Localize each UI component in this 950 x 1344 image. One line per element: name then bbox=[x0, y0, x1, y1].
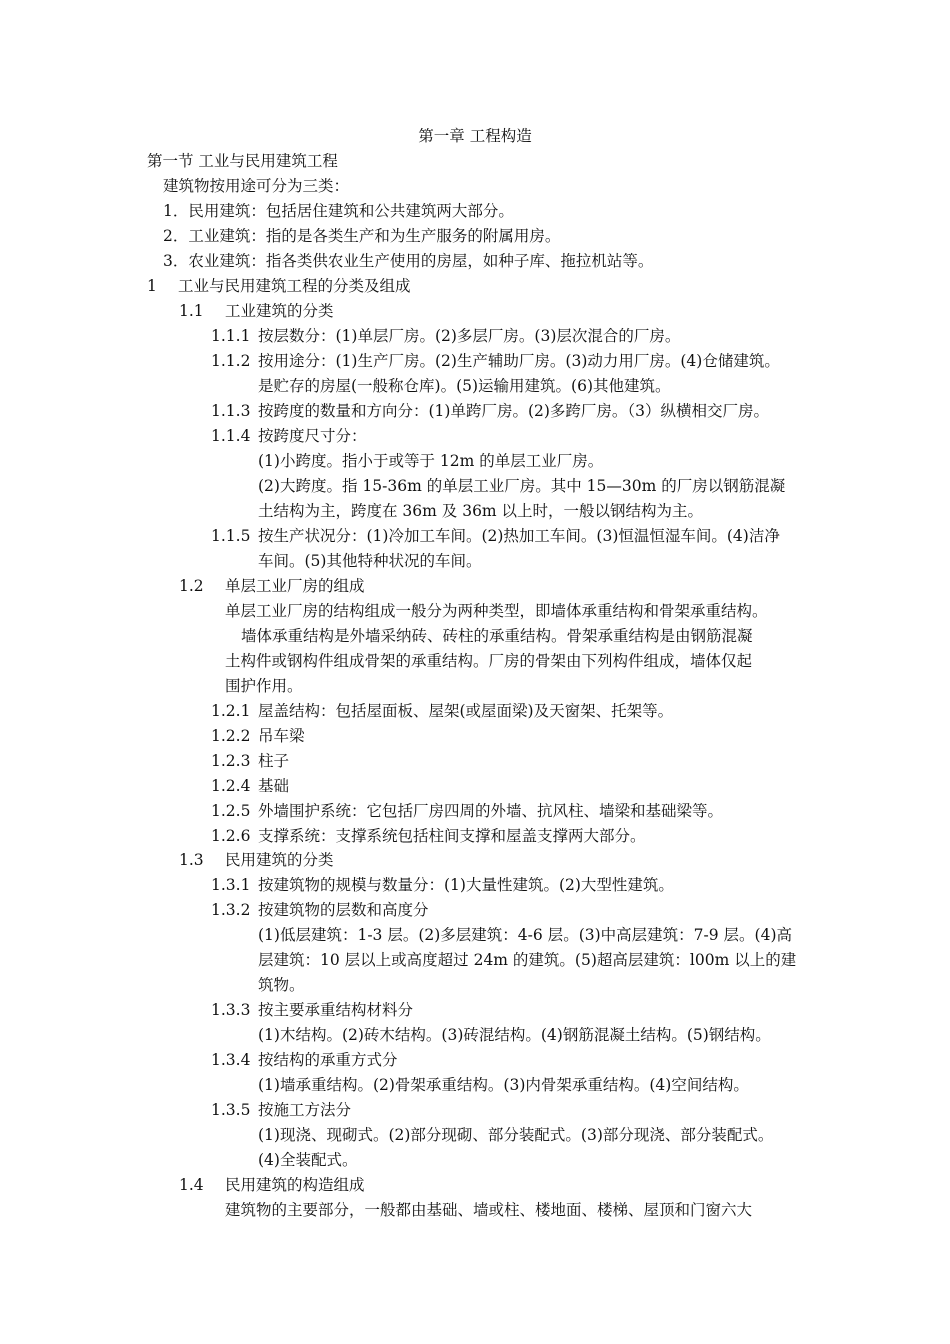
paragraph-line: 墙体承重结构是外墙采纳砖、砖柱的承重结构。骨架承重结构是由钢筋混凝 bbox=[241, 627, 753, 645]
item-number: 1.2.1 bbox=[211, 702, 251, 720]
subheading-number: 1.1 bbox=[179, 302, 204, 320]
item-number: 1.2.6 bbox=[211, 827, 251, 845]
item-number: 1.1.5 bbox=[211, 527, 251, 545]
item-text: 支撑系统：支撑系统包括柱间支撑和屋盖支撑两大部分。 bbox=[258, 827, 646, 845]
item-text: (1)小跨度。指小于或等于 12m 的单层工业厂房。 bbox=[258, 452, 604, 470]
item-text: (4)全装配式。 bbox=[258, 1151, 358, 1169]
subheading-number: 1.4 bbox=[179, 1176, 204, 1194]
item-text: 基础 bbox=[258, 777, 290, 795]
heading-number: 1 bbox=[147, 277, 157, 295]
item-text: 吊车梁 bbox=[258, 727, 305, 745]
paragraph-line: 围护作用。 bbox=[225, 677, 303, 695]
heading-text: 工业与民用建筑工程的分类及组成 bbox=[178, 277, 411, 295]
item-text: (1)木结构。(2)砖木结构。(3)砖混结构。(4)钢筋混凝土结构。(5)钢结构。 bbox=[258, 1026, 771, 1044]
paragraph-line: 建筑物的主要部分，一般都由基础、墙或柱、楼地面、楼梯、屋顶和门窗六大 bbox=[225, 1201, 753, 1219]
item-text: 按层数分：(1)单层厂房。(2)多层厂房。(3)层次混合的厂房。 bbox=[258, 327, 681, 345]
item-text: 按结构的承重方式分 bbox=[258, 1051, 398, 1069]
item-text: 按跨度尺寸分： bbox=[258, 427, 367, 445]
item-number: 1.3.2 bbox=[211, 901, 251, 919]
item-number: 1.2.5 bbox=[211, 802, 251, 820]
item-text: 层建筑：10 层以上或高度超过 24m 的建筑。(5)超高层建筑：l00m 以上的建 bbox=[258, 951, 797, 969]
item-text: 按生产状况分：(1)冷加工车间。(2)热加工车间。(3)恒温恒湿车间。(4)洁净 bbox=[258, 527, 780, 545]
item-text: (1)现浇、现砌式。(2)部分现砌、部分装配式。(3)部分现浇、部分装配式。 bbox=[258, 1126, 774, 1144]
item-number: 1.2.3 bbox=[211, 752, 251, 770]
item-text: 土结构为主，跨度在 36m 及 36m 以上时，一般以钢结构为主。 bbox=[258, 502, 704, 520]
intro-item: 3．农业建筑：指各类供农业生产使用的房屋，如种子库、拖拉机站等。 bbox=[163, 252, 654, 270]
subheading-number: 1.2 bbox=[179, 577, 204, 595]
item-number: 1.3.5 bbox=[211, 1101, 251, 1119]
subheading-text: 工业建筑的分类 bbox=[225, 302, 334, 320]
item-text: (1)低层建筑：1-3 层。(2)多层建筑：4-6 层。(3)中高层建筑：7-9 层。(4)高 bbox=[258, 926, 792, 944]
item-text: 车间。(5)其他特种状况的车间。 bbox=[258, 552, 482, 570]
item-number: 1.1.4 bbox=[211, 427, 251, 445]
item-text: 外墙围护系统：它包括厂房四周的外墙、抗风柱、墙梁和基础梁等。 bbox=[258, 802, 724, 820]
item-text: 按用途分：(1)生产厂房。(2)生产辅助厂房。(3)动力用厂房。(4)仓储建筑。 bbox=[258, 352, 780, 370]
paragraph-line: 单层工业厂房的结构组成一般分为两种类型，即墙体承重结构和骨架承重结构。 bbox=[225, 602, 768, 620]
section-title: 第一节 工业与民用建筑工程 bbox=[147, 152, 338, 170]
subheading-text: 单层工业厂房的组成 bbox=[225, 577, 365, 595]
intro-item: 2．工业建筑：指的是各类生产和为生产服务的附属用房。 bbox=[163, 227, 561, 245]
item-text: 按施工方法分 bbox=[258, 1101, 352, 1119]
item-number: 1.1.3 bbox=[211, 402, 251, 420]
intro-item: 1．民用建筑：包括居住建筑和公共建筑两大部分。 bbox=[163, 202, 514, 220]
item-text: (1)墙承重结构。(2)骨架承重结构。(3)内骨架承重结构。(4)空间结构。 bbox=[258, 1076, 749, 1094]
item-number: 1.3.1 bbox=[211, 876, 251, 894]
item-text: 筑物。 bbox=[258, 976, 305, 994]
item-number: 1.2.4 bbox=[211, 777, 251, 795]
item-number: 1.2.2 bbox=[211, 727, 251, 745]
item-text: (2)大跨度。指 15-36m 的单层工业厂房。其中 15—30m 的厂房以钢筋混凝 bbox=[258, 477, 786, 495]
subheading-text: 民用建筑的分类 bbox=[225, 851, 334, 869]
item-number: 1.1.2 bbox=[211, 352, 251, 370]
item-text: 是贮存的房屋(一般称仓库)。(5)运输用建筑。(6)其他建筑。 bbox=[258, 377, 671, 395]
item-number: 1.3.3 bbox=[211, 1001, 251, 1019]
subheading-text: 民用建筑的构造组成 bbox=[225, 1176, 365, 1194]
item-text: 按跨度的数量和方向分：(1)单跨厂房。(2)多跨厂房。（3）纵横相交厂房。 bbox=[258, 402, 770, 420]
chapter-title: 第一章 工程构造 bbox=[418, 127, 532, 145]
item-text: 按建筑物的层数和高度分 bbox=[258, 901, 429, 919]
intro-line: 建筑物按用途可分为三类： bbox=[163, 177, 350, 195]
item-text: 按主要承重结构材料分 bbox=[258, 1001, 414, 1019]
paragraph-line: 土构件或钢构件组成骨架的承重结构。厂房的骨架由下列构件组成，墙体仅起 bbox=[225, 652, 753, 670]
item-text: 按建筑物的规模与数量分：(1)大量性建筑。(2)大型性建筑。 bbox=[258, 876, 674, 894]
item-text: 柱子 bbox=[258, 752, 290, 770]
item-number: 1.1.1 bbox=[211, 327, 251, 345]
item-text: 屋盖结构：包括屋面板、屋架(或屋面梁)及天窗架、托架等。 bbox=[258, 702, 674, 720]
item-number: 1.3.4 bbox=[211, 1051, 251, 1069]
subheading-number: 1.3 bbox=[179, 851, 204, 869]
